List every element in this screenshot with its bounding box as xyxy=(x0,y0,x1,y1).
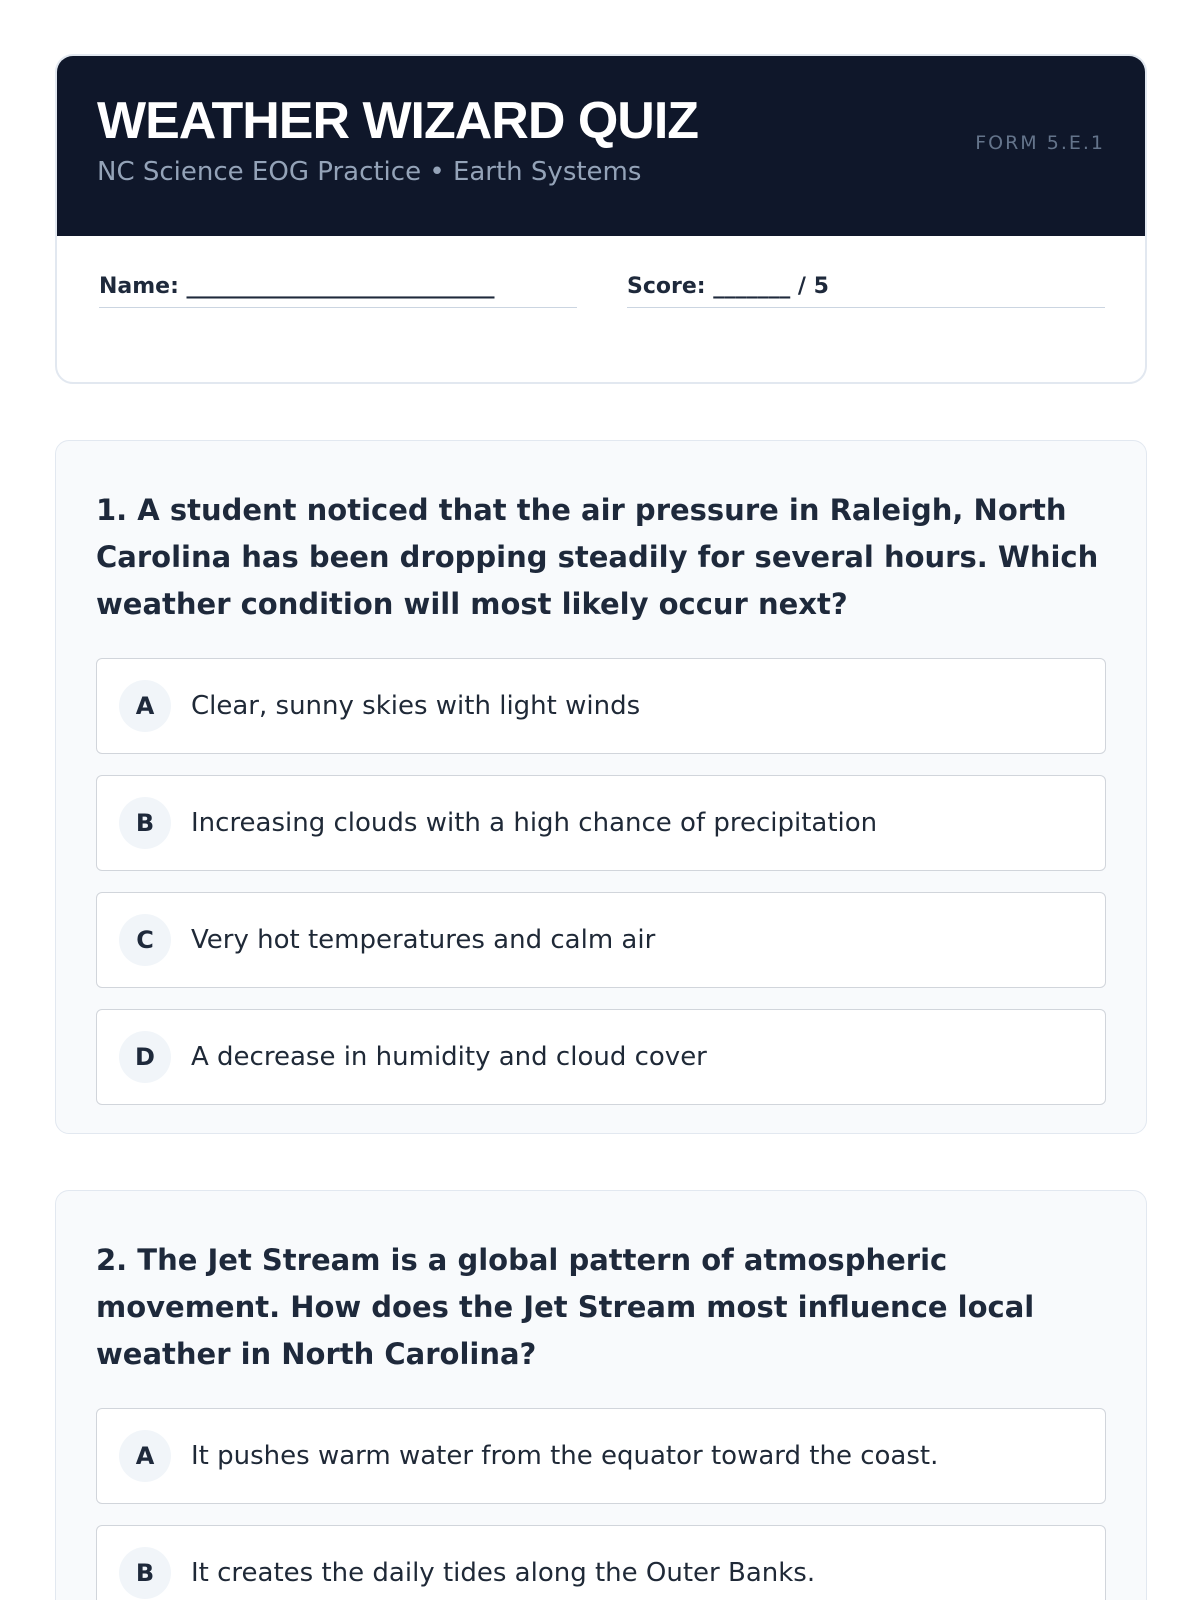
option-text: A decrease in humidity and cloud cover xyxy=(191,1042,707,1072)
option-letter: A xyxy=(119,1430,171,1482)
option-d[interactable] xyxy=(96,1009,1106,1105)
option-text: Clear, sunny skies with light winds xyxy=(191,691,641,721)
quiz-title: WEATHER WIZARD QUIZ xyxy=(97,92,699,150)
student-fields xyxy=(57,236,1145,308)
form-code: FORM 5.E.1 xyxy=(975,132,1105,154)
option-text: It creates the daily tides along the Outer Banks. xyxy=(191,1558,816,1588)
option-c[interactable] xyxy=(96,892,1106,988)
option-text: Very hot temperatures and calm air xyxy=(191,925,656,955)
option-letter: A xyxy=(119,680,171,732)
option-letter: C xyxy=(119,914,171,966)
question-text: 2. The Jet Stream is a global pattern of atmospheric movement. How does the Jet Stream most influence local weather in North Carolina? xyxy=(96,1243,1035,1371)
option-text: It pushes warm water from the equator toward the coast. xyxy=(191,1441,939,1471)
question-card-1 xyxy=(55,440,1147,1134)
option-a[interactable] xyxy=(96,658,1106,754)
option-letter: B xyxy=(119,797,171,849)
quiz-header-card xyxy=(55,54,1147,384)
quiz-banner xyxy=(57,56,1145,236)
option-a[interactable] xyxy=(96,1408,1106,1504)
option-b[interactable] xyxy=(96,1525,1106,1600)
option-letter: B xyxy=(119,1547,171,1599)
question-text: 1. A student noticed that the air pressure in Raleigh, North Carolina has been dropping steadily for several hours. Which weather condition will most likely occur next? xyxy=(96,493,1099,621)
quiz-subtitle: NC Science EOG Practice • Earth Systems xyxy=(97,156,642,187)
option-letter: D xyxy=(119,1031,171,1083)
name-field[interactable]: Name: ____________________________ xyxy=(99,274,577,308)
option-b[interactable] xyxy=(96,775,1106,871)
score-field: Score: _______ / 5 xyxy=(627,274,1105,308)
question-card-2 xyxy=(55,1190,1147,1600)
option-text: Increasing clouds with a high chance of precipitation xyxy=(191,808,878,838)
